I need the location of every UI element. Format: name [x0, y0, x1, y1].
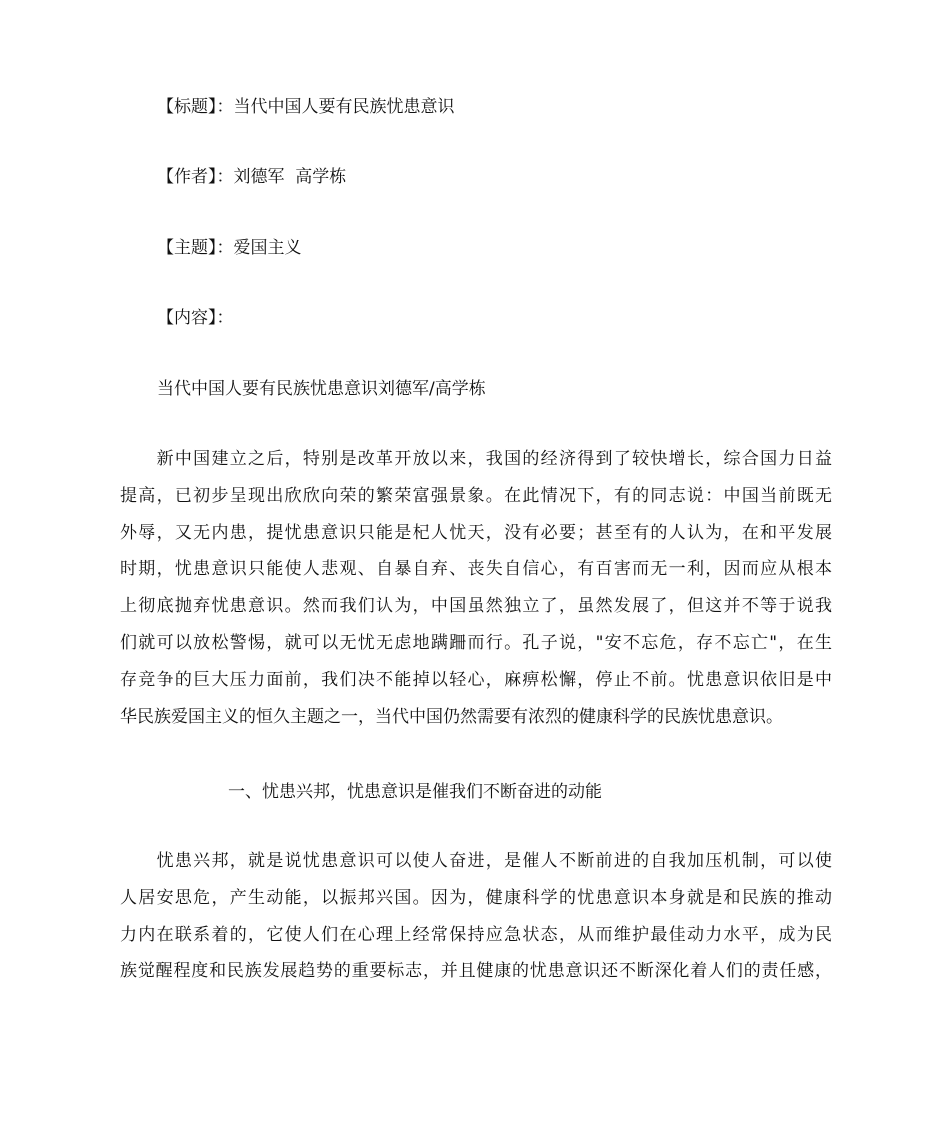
section-line: 人居安思危，产生动能，以振邦兴国。因为，健康科学的忧患意识本身就是和民族的推动 — [120, 887, 832, 908]
meta-subject-line — [157, 236, 302, 260]
article-title: 当代中国人要有民族忧患意识刘德军/高学栋 — [157, 379, 486, 399]
section-line: 力内在联系着的，它使人们在心理上经常保持应急状态，从而维护最佳动力水平，成为民 — [120, 924, 832, 945]
section-line: 族觉醒程度和民族发展趋势的重要标志，并且健康的忧患意识还不断深化着人们的责任感， — [120, 961, 832, 982]
intro-line: 存竞争的巨大压力面前，我们决不能掉以轻心，麻痹松懈，停止不前。忧患意识依旧是中 — [120, 669, 832, 690]
meta-title-value: 当代中国人要有民族忧患意识 — [233, 97, 455, 117]
meta-subject-value: 爱国主义 — [233, 238, 302, 258]
intro-line: 外辱，又无内患，提忧患意识只能是杞人忧天，没有必要；甚至有的人认为，在和平发展 — [120, 522, 832, 543]
intro-line: 时期，忧患意识只能使人悲观、自暴自弃、丧失自信心，有百害而无一利，因而应从根本 — [120, 559, 832, 580]
meta-content-label: 【内容】： — [157, 308, 234, 328]
intro-line: 们就可以放松警惕，就可以无忧无虑地蹒跚而行。孔子说，"安不忘危，存不忘亡"，在生 — [120, 632, 832, 653]
meta-content-line — [157, 306, 234, 330]
meta-subject-label: 【主题】： — [157, 238, 234, 258]
meta-title-label: 【标题】： — [157, 97, 234, 117]
section-paragraph — [120, 843, 832, 990]
meta-author-line — [157, 165, 346, 189]
intro-line: 上彻底抛弃忧患意识。然而我们认为，中国虽然独立了，虽然发展了，但这并不等于说我 — [120, 596, 832, 617]
meta-author-value: 刘德军 高学栋 — [233, 167, 347, 187]
intro-line: 新中国建立之后，特别是改革开放以来，我国的经济得到了较快增长，综合国力日益 — [120, 449, 832, 469]
section-line: 忧患兴邦，就是说忧患意识可以使人奋进，是催人不断前进的自我加压机制，可以使 — [120, 851, 832, 871]
intro-paragraph — [120, 441, 832, 735]
intro-line: 华民族爱国主义的恒久主题之一，当代中国仍然需要有浓烈的健康科学的民族忧患意识。 — [120, 706, 783, 727]
intro-line: 提高，已初步呈现出欣欣向荣的繁荣富强景象。在此情况下，有的同志说：中国当前既无 — [120, 485, 832, 506]
meta-author-label: 【作者】： — [157, 167, 234, 187]
meta-title-line — [157, 95, 455, 119]
section-heading: 一、忧患兴邦，忧患意识是催我们不断奋进的动能 — [228, 782, 602, 802]
